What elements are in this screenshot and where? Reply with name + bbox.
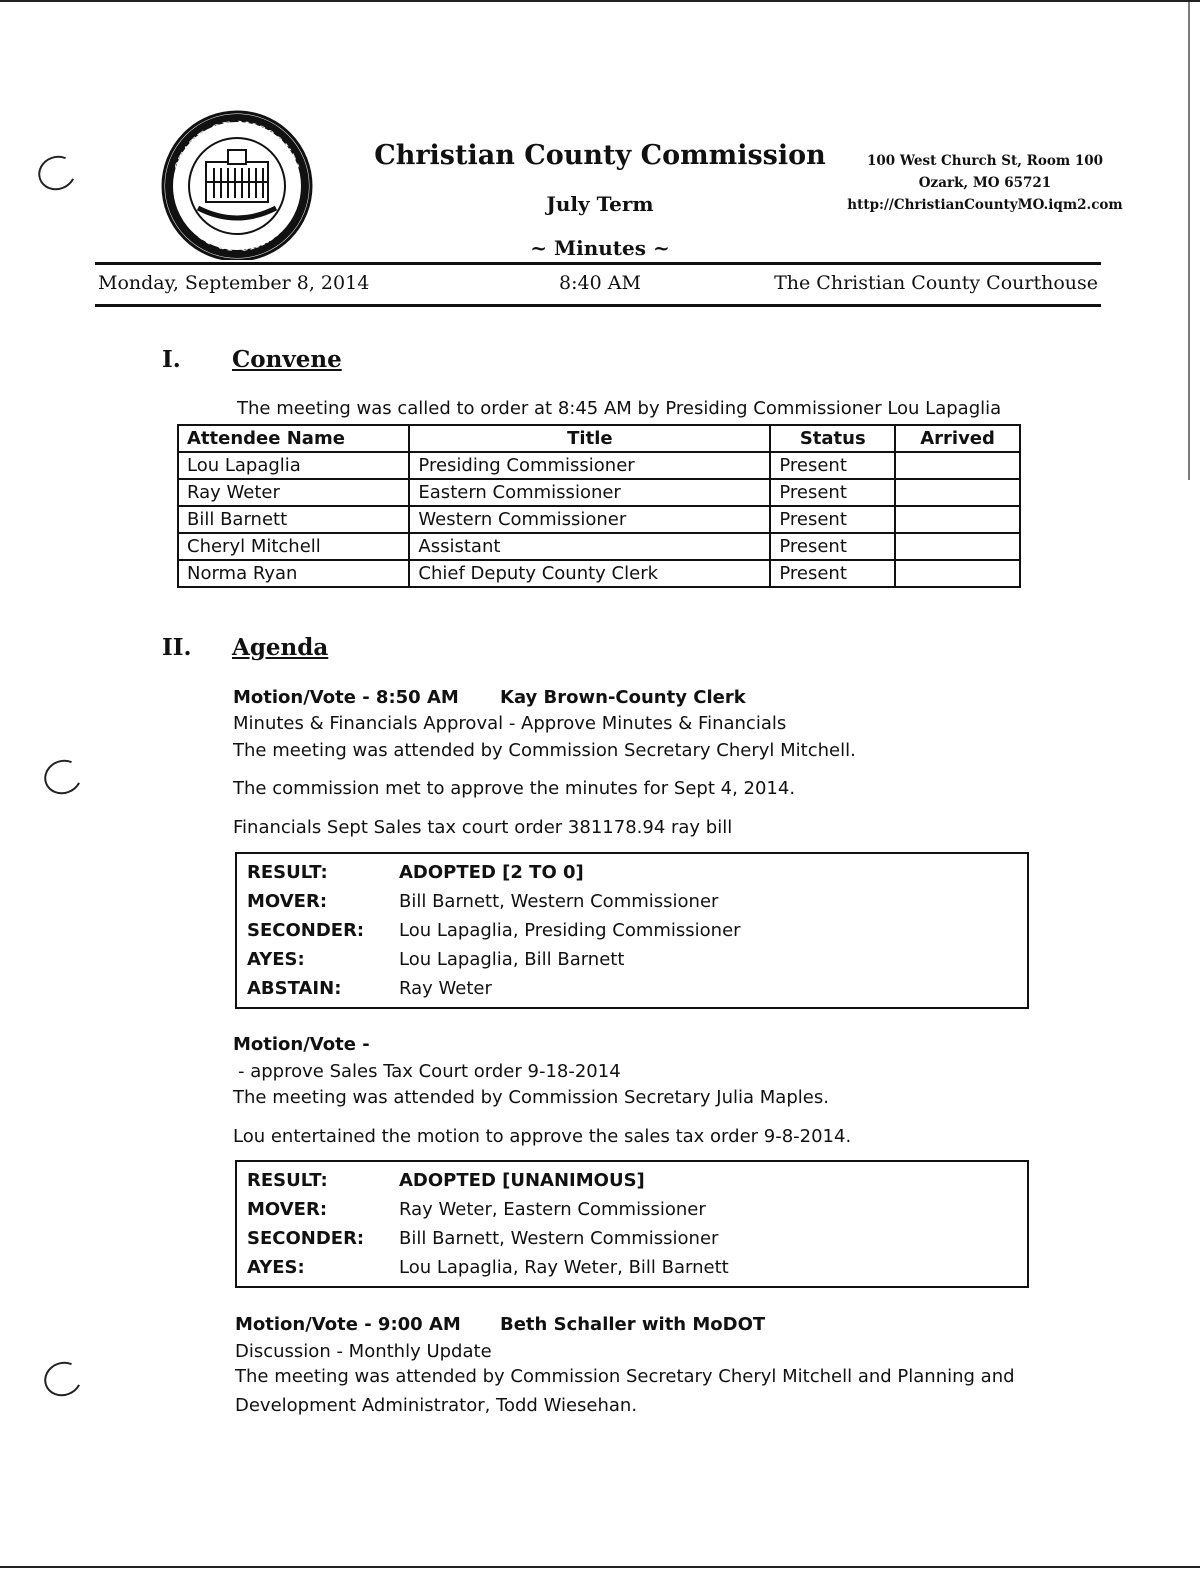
table-row [178,533,1020,560]
agenda-item-1-subject: Minutes & Financials Approval - Approve Minutes & Financials [233,713,787,734]
address-line-2: Ozark, MO 65721 [918,175,1052,191]
section-number-convene: I. [162,346,181,373]
vote-label: RESULT: [247,1170,328,1191]
attendee-title: Eastern Commissioner [409,479,770,506]
agenda-item-1-attendance: The meeting was attended by Commission Secretary Cheryl Mitchell. [233,740,856,761]
header-rule-bottom [95,304,1101,307]
vote-row-seconder [247,1224,1017,1253]
attendance-table [177,424,1021,588]
vote-value: ADOPTED [2 TO 0] [399,862,584,883]
county-seal-logo [158,110,316,260]
vote-value: Bill Barnett, Western Commissioner [399,1228,719,1249]
header-rule-top [95,262,1101,265]
vote-row-mover [247,887,1017,916]
attendee-status: Present [770,479,895,506]
vote-row-result [247,1166,1017,1195]
agenda-item-2-attendance: The meeting was attended by Commission Secretary Julia Maples. [233,1087,829,1108]
attendee-title: Assistant [409,533,770,560]
column-header-arrived: Arrived [895,425,1020,452]
column-header-status: Status [770,425,895,452]
agenda-item-1-note-1: The commission met to approve the minutes for Sept 4, 2014. [233,778,796,799]
punch-hole-top [33,151,80,196]
bottom-edge [0,1566,1200,1568]
vote-value: ADOPTED [UNANIMOUS] [399,1170,645,1191]
commission-title: Christian County Commission [374,140,826,171]
vote-row-ayes [247,945,1017,974]
vote-row-ayes [247,1253,1017,1282]
vote-value: Lou Lapaglia, Bill Barnett [399,949,625,970]
minutes-label: ~ Minutes ~ [530,236,670,260]
address-block [840,150,1130,216]
vote-value: Ray Weter [399,978,492,999]
agenda-item-1-heading: Motion/Vote - 8:50 AM [233,687,459,708]
website-link[interactable]: http://ChristianCountyMO.iqm2.com [847,197,1123,213]
vote-row-seconder [247,916,1017,945]
vote-label: MOVER: [247,1199,328,1220]
section-number-agenda: II. [162,634,192,661]
attendee-name: Bill Barnett [178,506,409,533]
vote-row-result [247,858,1017,887]
agenda-item-3-attendance-line-1: The meeting was attended by Commission Secretary Cheryl Mitchell and Planning and [235,1366,1015,1387]
attendee-status: Present [770,533,895,560]
vote-label: RESULT: [247,862,328,883]
attendee-arrived [895,533,1020,560]
vote-value: Lou Lapaglia, Presiding Commissioner [399,920,741,941]
column-header-title: Title [409,425,770,452]
column-header-name: Attendee Name [178,425,409,452]
vote-label: SECONDER: [247,920,365,941]
vote-result-box-1 [235,852,1029,1009]
meeting-location: The Christian County Courthouse [774,272,1098,294]
attendee-status: Present [770,452,895,479]
agenda-item-3-presenter: Beth Schaller with MoDOT [500,1314,766,1335]
vote-value: Ray Weter, Eastern Commissioner [399,1199,706,1220]
attendee-status: Present [770,560,895,587]
vote-value: Lou Lapaglia, Ray Weter, Bill Barnett [399,1257,729,1278]
agenda-item-1-note-2: Financials Sept Sales tax court order 381178.94 ray bill [233,817,733,838]
term-label: July Term [546,192,654,216]
vote-value: Bill Barnett, Western Commissioner [399,891,719,912]
attendee-name: Ray Weter [178,479,409,506]
agenda-item-2-subject: - approve Sales Tax Court order 9-18-2014 [238,1061,621,1082]
attendee-name: Cheryl Mitchell [178,533,409,560]
vote-row-abstain [247,974,1017,1003]
agenda-item-1-presenter: Kay Brown-County Clerk [500,687,746,708]
vote-label: SECONDER: [247,1228,365,1249]
agenda-item-3-heading: Motion/Vote - 9:00 AM [235,1314,461,1335]
vote-row-mover [247,1195,1017,1224]
section-title-convene: Convene [232,346,342,373]
agenda-item-2-note-1: Lou entertained the motion to approve the sales tax order 9-8-2014. [233,1126,852,1147]
attendance-header-row [178,425,1020,452]
agenda-item-3-attendance-line-2: Development Administrator, Todd Wiesehan. [235,1395,638,1416]
meeting-date: Monday, September 8, 2014 [98,272,370,294]
agenda-item-2-heading: Motion/Vote - [233,1034,370,1055]
meeting-time: 8:40 AM [559,272,641,294]
top-edge [0,0,1200,2]
seal-top-text: STATE OF MISSOURI [172,118,302,173]
vote-label: MOVER: [247,891,328,912]
table-row [178,506,1020,533]
table-row [178,479,1020,506]
attendee-name: Lou Lapaglia [178,452,409,479]
attendee-title: Chief Deputy County Clerk [409,560,770,587]
section-title-agenda: Agenda [232,634,329,661]
attendee-arrived [895,560,1020,587]
attendee-title: Western Commissioner [409,506,770,533]
punch-hole-bottom [39,1357,86,1402]
punch-hole-middle [39,755,86,800]
table-row [178,452,1020,479]
table-row [178,560,1020,587]
vote-result-box-2 [235,1160,1029,1288]
address-line-1: 100 West Church St, Room 100 [866,153,1104,169]
attendee-status: Present [770,506,895,533]
attendee-title: Presiding Commissioner [409,452,770,479]
vote-label: AYES: [247,949,305,970]
right-edge [1188,0,1190,480]
agenda-item-3-subject: Discussion - Monthly Update [235,1341,492,1362]
attendee-arrived [895,452,1020,479]
attendee-name: Norma Ryan [178,560,409,587]
vote-label: ABSTAIN: [247,978,342,999]
seal-bottom-text: COUNTY OF CHRISTIAN [173,197,301,255]
vote-label: AYES: [247,1257,305,1278]
attendee-arrived [895,479,1020,506]
attendee-arrived [895,506,1020,533]
call-to-order-text: The meeting was called to order at 8:45 AM by Presiding Commissioner Lou Lapaglia [237,398,1002,419]
